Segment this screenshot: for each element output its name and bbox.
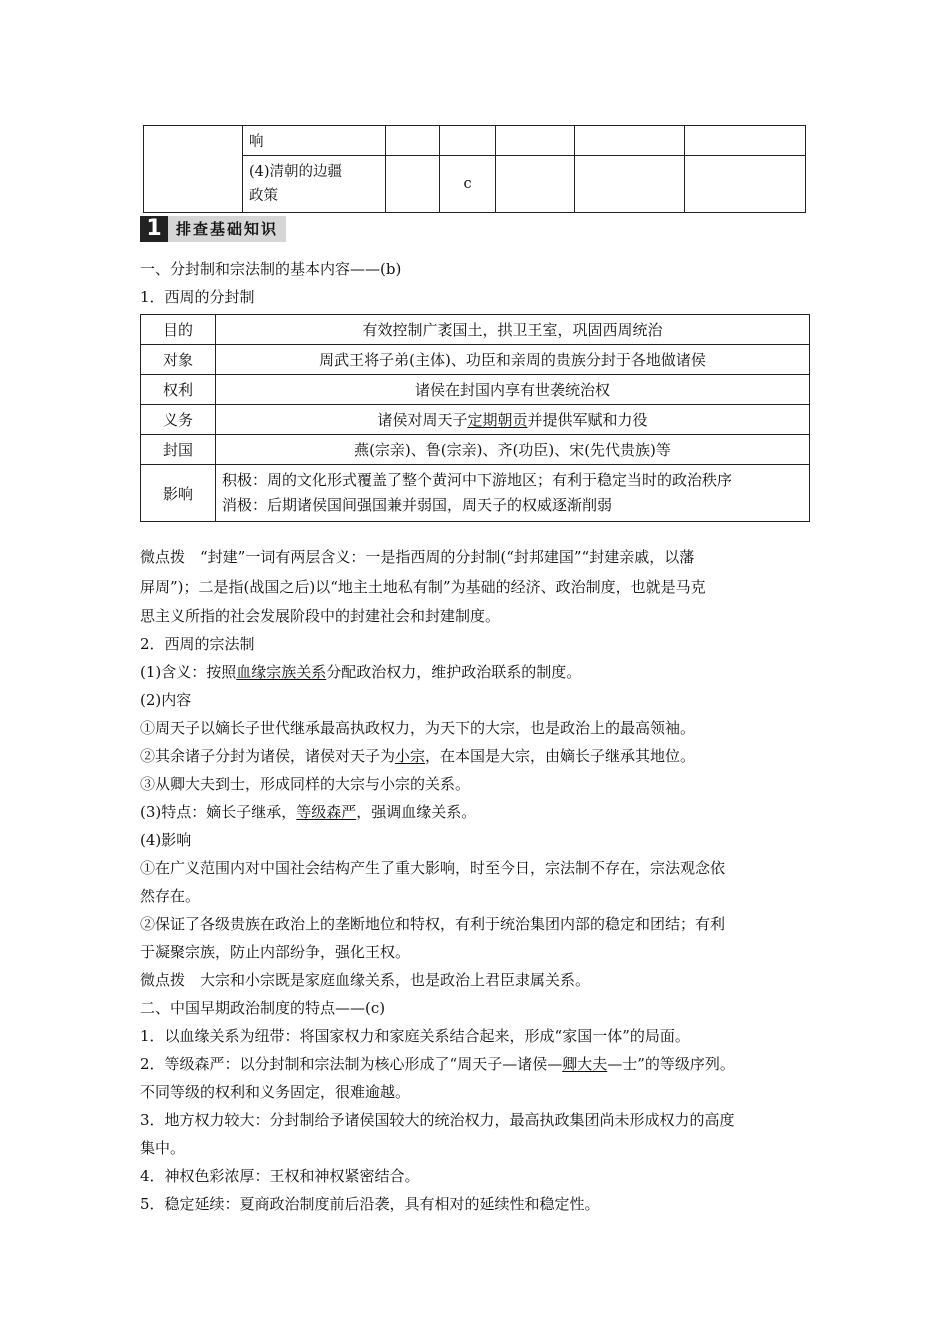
feature-point: 3．地方权力较大：分封制给予诸侯国较大的统治权力，最高执政集团尚未形成权力的高度 xyxy=(140,1111,735,1129)
text: ，在本国是大宗，由嫡长子继承其地位。 xyxy=(425,747,696,765)
section-header xyxy=(140,216,286,242)
table-row xyxy=(141,315,810,345)
clan-content-item: ①周天子以嫡长子世代继承最高执政权力，为天下的大宗，也是政治上的最高领袖。 xyxy=(140,719,696,737)
clan-content-title: (2)内容 xyxy=(140,691,192,709)
clan-content-item xyxy=(140,746,695,766)
impact-positive: 积极：周的文化形式覆盖了整个黄河中下游地区；有利于稳定当时的政治秩序 xyxy=(222,471,733,489)
row-key: 义务 xyxy=(141,405,216,435)
feature-point: 4．神权色彩浓厚：王权和神权紧密结合。 xyxy=(140,1167,420,1185)
table-cell xyxy=(440,126,496,156)
table-cell xyxy=(496,156,575,213)
item-line: (4)清朝的边疆 xyxy=(249,164,343,180)
tip-line: 屏周”)；二是指(战国之后)以“地主土地私有制”为基础的经济、政治制度，也就是马克 xyxy=(140,578,706,596)
table-cell-item: 响 xyxy=(243,126,386,156)
table-cell-item xyxy=(243,156,386,213)
table-cell xyxy=(386,126,440,156)
row-key: 权利 xyxy=(141,375,216,405)
top-partial-table xyxy=(143,125,806,213)
text: (1)含义：按照 xyxy=(140,663,237,681)
clan-impact-item: ①在广义范围内对中国社会结构产生了重大影响，时至今日，宗法制不存在，宗法观念依 xyxy=(140,859,726,877)
row-key: 对象 xyxy=(141,345,216,375)
row-value xyxy=(216,465,810,522)
row-value: 有效控制广袤国土，拱卫王室，巩固西周统治 xyxy=(216,315,810,345)
feature-point-cont: 集中。 xyxy=(140,1139,186,1157)
table-row xyxy=(141,345,810,375)
tip-line: 微点拨 “封建”一词有两层含义：一是指西周的分封制(“封邦建国”“封建亲戚，以藩 xyxy=(140,548,695,566)
row-value: 诸侯在封国内享有世袭统治权 xyxy=(216,375,810,405)
underlined-term: 小宗 xyxy=(395,747,426,765)
table-row xyxy=(141,435,810,465)
text: —士”的等级序列。 xyxy=(607,1055,735,1073)
row-key: 目的 xyxy=(141,315,216,345)
table-row xyxy=(141,375,810,405)
text: 2．等级森严：以分封制和宗法制为核心形成了“周天子—诸侯— xyxy=(140,1055,563,1073)
text: 诸侯对周天子 xyxy=(377,411,468,429)
subheading-clan: 2．西周的宗法制 xyxy=(140,635,255,653)
row-value: 周武王将子弟(主体)、功臣和亲周的贵族分封于各地做诸侯 xyxy=(216,345,810,375)
underlined-term: 血缘宗族关系 xyxy=(236,663,327,681)
clan-impact-item: ②保证了各级贵族在政治上的垄断地位和特权，有利于统治集团内部的稳定和团结；有利 xyxy=(140,915,726,933)
table-cell xyxy=(575,126,685,156)
feature-point: 1．以血缘关系为纽带：将国家权力和家庭关系结合起来，形成“家国一体”的局面。 xyxy=(140,1027,690,1045)
table-cell xyxy=(144,126,243,213)
row-key: 封国 xyxy=(141,435,216,465)
underlined-term: 卿大夫 xyxy=(562,1055,608,1073)
heading-2: 二、中国早期政治制度的特点——(c) xyxy=(140,999,386,1017)
text: 分配政治权力，维护政治联系的制度。 xyxy=(326,663,582,681)
clan-content-item: ③从卿大夫到士，形成同样的大宗与小宗的关系。 xyxy=(140,775,471,793)
text: ②其余诸子分封为诸侯，诸侯对天子为 xyxy=(140,747,396,765)
row-key: 影响 xyxy=(141,465,216,522)
table-cell xyxy=(575,156,685,213)
text: ，强调血缘关系。 xyxy=(356,803,477,821)
text: 并提供军赋和力役 xyxy=(527,411,648,429)
section-title: 排查基础知识 xyxy=(168,216,286,242)
feature-point: 5．稳定延续：夏商政治制度前后沿袭，具有相对的延续性和稳定性。 xyxy=(140,1195,600,1213)
clan-feature xyxy=(140,802,476,822)
item-line: 政策 xyxy=(249,188,278,204)
subheading-fief: 1．西周的分封制 xyxy=(140,288,255,306)
table-cell xyxy=(685,126,806,156)
table-cell-level: c xyxy=(440,156,496,213)
clan-impact-item: 于凝聚宗族，防止内部纷争，强化王权。 xyxy=(140,943,411,961)
fief-table xyxy=(140,314,810,522)
clan-impact-title: (4)影响 xyxy=(140,831,192,849)
impact-negative: 消极：后期诸侯国间强国兼并弱国，周天子的权威逐渐削弱 xyxy=(222,496,613,514)
feature-point-cont: 不同等级的权利和义务固定，很难逾越。 xyxy=(140,1083,411,1101)
tip-line: 微点拨 大宗和小宗既是家庭血缘关系，也是政治上君臣隶属关系。 xyxy=(140,971,591,989)
table-cell xyxy=(685,156,806,213)
text: (3)特点：嫡长子继承， xyxy=(140,803,297,821)
section-number: 1 xyxy=(140,216,168,242)
table-cell xyxy=(386,156,440,213)
underlined-term: 等级森严 xyxy=(296,803,357,821)
table-row xyxy=(141,465,810,522)
heading-1: 一、分封制和宗法制的基本内容——(b) xyxy=(140,260,402,278)
table-row xyxy=(141,405,810,435)
tip-line: 思主义所指的社会发展阶段中的封建社会和封建制度。 xyxy=(140,607,501,625)
underlined-term: 定期朝贡 xyxy=(467,411,528,429)
row-value: 燕(宗亲)、鲁(宗亲)、齐(功臣)、宋(先代贵族)等 xyxy=(216,435,810,465)
row-value xyxy=(216,405,810,435)
clan-impact-item: 然存在。 xyxy=(140,887,201,905)
feature-point xyxy=(140,1054,735,1074)
table-cell xyxy=(496,126,575,156)
clan-meaning xyxy=(140,662,581,682)
